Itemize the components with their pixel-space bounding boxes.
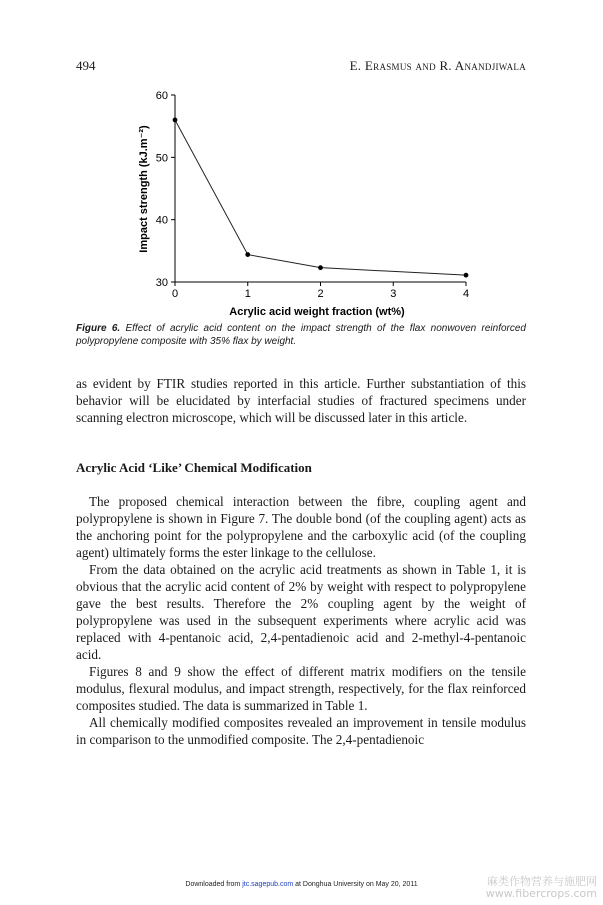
body-paragraph-2: The proposed chemical interaction between the fibre, coupling agent and polypropylene is shown in Figure 7. The double bond (of the coupling agent) acts as the anchoring point for the polypropylene and the carboxylic acid (of the coupling agent) ultimately forms the ester linkage to the cellulose. — [76, 494, 526, 560]
body-paragraph-5: All chemically modified composites revealed an improvement in tensile modulus in comparison to the unmodified composite. The 2,4-pentadienoic — [76, 715, 526, 747]
footer-link[interactable]: jtc.sagepub.com — [242, 881, 294, 888]
y-tick-label: 30 — [155, 277, 168, 289]
y-tick-label: 50 — [155, 152, 168, 165]
x-tick-label: 3 — [390, 288, 397, 300]
page-header — [76, 58, 526, 76]
series-line — [175, 120, 466, 275]
x-axis-label: Acrylic acid weight fraction (wt%) — [229, 306, 405, 318]
data-point — [245, 252, 250, 257]
x-tick-label: 1 — [244, 288, 251, 300]
figure-caption — [76, 322, 526, 348]
impact-strength-chart — [120, 85, 480, 320]
watermark — [486, 876, 597, 900]
footer-prefix: Downloaded from — [185, 881, 243, 888]
paragraph-text: as evident by FTIR studies reported in this article. Further substantiation of this behavior will be elucidated by interfacial studies of fractured specimens under scanning electron microscope, which will be discussed later in this article. — [76, 376, 526, 425]
y-axis-ticks — [156, 90, 175, 289]
x-tick-label: 4 — [462, 288, 470, 300]
watermark-line-2: www.fibercrops.com — [485, 887, 597, 900]
page-number: 494 — [76, 58, 96, 73]
y-tick-label: 40 — [155, 214, 168, 227]
section-heading: Acrylic Acid ‘Like’ Chemical Modification — [76, 460, 312, 475]
body-paragraph-1 — [76, 375, 526, 426]
y-tick-label: 60 — [155, 90, 168, 102]
data-point — [464, 273, 469, 278]
chart-axes — [175, 95, 466, 282]
body-paragraph-3: From the data obtained on the acrylic acid treatments as shown in Table 1, it is obvious that the acrylic acid content of 2% by weight with respect to polypropylene gave the best results. Therefore the 2% coupling agent by the weight of polypropylene was used in the subsequent experiments where acrylic acid was replaced with 4-pentanoic acid, 2,4-pentadienoic acid and 2-methyl-4-pentanoic acid. — [76, 562, 526, 662]
data-point — [318, 265, 323, 270]
data-point — [173, 118, 178, 123]
x-tick-label: 2 — [317, 288, 324, 300]
x-tick-label: 0 — [171, 288, 179, 300]
y-axis-label: Impact strength (kJ.m⁻²) — [138, 125, 150, 253]
figure-label: Figure 6. — [76, 323, 121, 334]
watermark-line-1: 麻类作物营养与施肥网 — [487, 875, 597, 888]
running-head: E. Erasmus and R. Anandjiwala — [349, 58, 526, 73]
footer-suffix: at Donghua University on May 20, 2011 — [293, 881, 418, 888]
figure-caption-text: Effect of acrylic acid content on the impact strength of the flax nonwoven reinforced polypropylene composite with 35% flax by weight. — [76, 323, 526, 347]
x-axis-ticks — [172, 282, 469, 300]
body-paragraph-4: Figures 8 and 9 show the effect of different matrix modifiers on the tensile modulus, flexural modulus, and impact strength, respectively, for the flax reinforced composites studied. The data is summarized in Table 1. — [76, 664, 526, 713]
body-section — [76, 493, 526, 748]
chart-series — [173, 118, 469, 278]
